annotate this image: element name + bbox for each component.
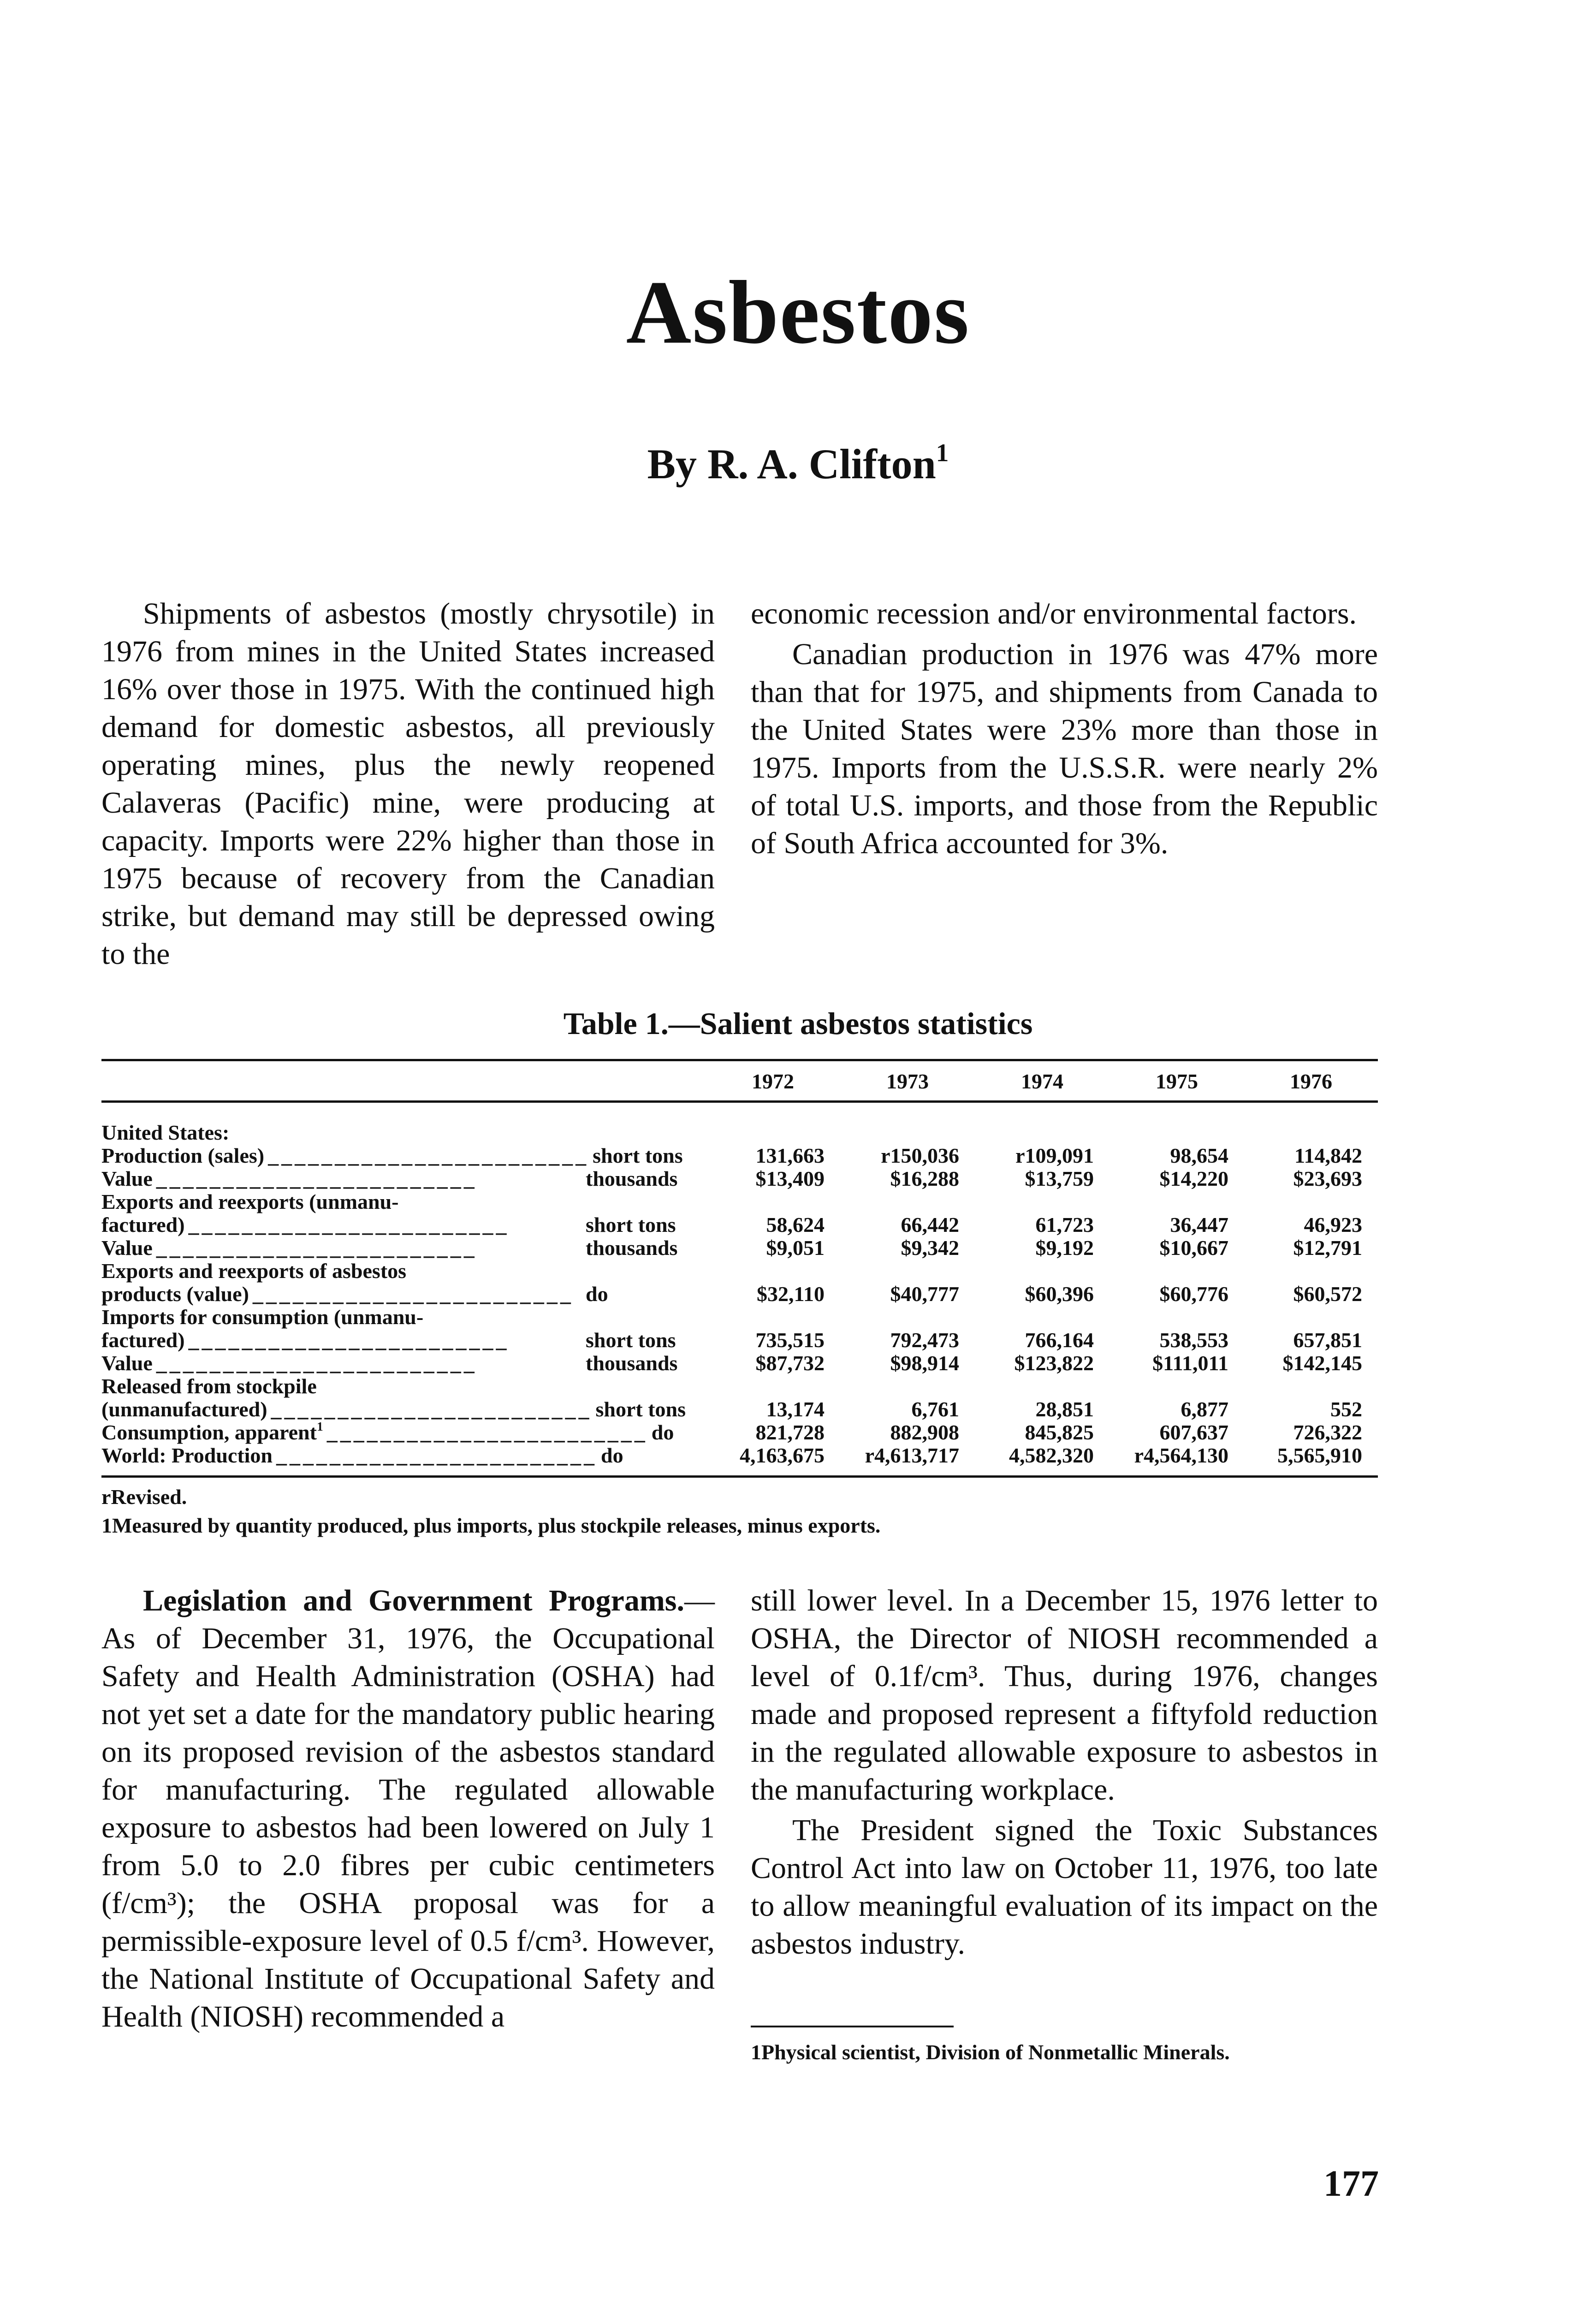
table-row: products (value) ________________________ do $32,110 $40,777 $60,396 $60,776 $60,572 <box>101 1283 1378 1306</box>
legislation-paragraph-1 <box>101 1582 715 2036</box>
row-label-line: Exports and reexports (unmanu- <box>101 1190 399 1213</box>
table-cell: $13,759 <box>1025 1167 1094 1190</box>
table-cell: $16,288 <box>890 1167 959 1190</box>
table-header-row <box>101 1065 1378 1102</box>
table-cell: $111,011 <box>1152 1351 1228 1375</box>
table-cell: 821,728 <box>755 1420 825 1444</box>
table-cell: 6,761 <box>911 1397 959 1421</box>
table-cell: $98,914 <box>890 1351 959 1375</box>
note-consumption: 1Measured by quantity produced, plus imports, plus stockpile releases, minus exports. <box>101 1514 881 1537</box>
table-cell: $32,110 <box>757 1282 825 1306</box>
row-label: factured) <box>101 1328 185 1352</box>
table-cell: $14,220 <box>1159 1167 1228 1190</box>
table-row-label-line <box>101 1260 1378 1283</box>
table-cell: 735,515 <box>755 1328 825 1352</box>
table-cell: r150,036 <box>881 1144 959 1167</box>
table-cell: $60,572 <box>1293 1282 1362 1306</box>
table-cell: 766,164 <box>1025 1328 1094 1352</box>
legislation-paragraph-2: The President signed the Toxic Substances Control Act into law on October 11, 1976, too late to allow meaningful evaluation of its impact on the asbestos industry. <box>751 1813 1378 1961</box>
row-unit: do <box>651 1420 674 1444</box>
intro-right-column <box>751 595 1378 862</box>
column-header-year: 1972 <box>752 1070 794 1093</box>
table-row: (unmanufactured) ________________________ short tons 13,174 6,761 28,851 6,877 552 <box>101 1398 1378 1421</box>
intro-left-column <box>101 595 715 973</box>
table-cell: 726,322 <box>1293 1420 1362 1444</box>
row-label-line: Released from stockpile <box>101 1374 317 1398</box>
table-row: factured) ________________________ short tons 735,515 792,473 766,164 538,553 657,851 <box>101 1329 1378 1352</box>
table-cell: $60,396 <box>1025 1282 1094 1306</box>
table-cell: $87,732 <box>755 1351 825 1375</box>
row-label-line: Imports for consumption (unmanu- <box>101 1305 424 1329</box>
byline-footnote-ref: 1 <box>936 438 949 467</box>
table-cell: r4,613,717 <box>865 1444 959 1467</box>
table-cell: 845,825 <box>1025 1420 1094 1444</box>
table-notes <box>101 1483 1378 1540</box>
row-label: Value <box>101 1351 153 1375</box>
row-footnote-ref: 1 <box>316 1419 323 1433</box>
legislation-left-column <box>101 1582 715 2036</box>
row-label: products (value) <box>101 1282 249 1306</box>
column-header-year: 1974 <box>1021 1070 1063 1093</box>
row-unit: short tons <box>593 1144 683 1167</box>
table-cell: 58,624 <box>766 1213 825 1236</box>
table-cell: $23,693 <box>1293 1167 1362 1190</box>
table-cell: $142,145 <box>1282 1351 1362 1375</box>
legislation-right-column <box>751 1582 1378 1963</box>
table-cell: 4,163,675 <box>740 1444 825 1467</box>
table-cell: 36,447 <box>1170 1213 1228 1236</box>
table-row-label-line <box>101 1375 1378 1398</box>
table-cell: 6,877 <box>1181 1397 1228 1421</box>
byline <box>0 438 1596 487</box>
row-label: Production (sales) <box>101 1144 265 1167</box>
table-cell: 792,473 <box>890 1328 959 1352</box>
table-cell: $13,409 <box>755 1167 825 1190</box>
page-number: 177 <box>1323 2163 1379 2204</box>
row-label: (unmanufactured) <box>101 1397 267 1421</box>
row-label: World: Production <box>101 1444 273 1467</box>
table-cell: 114,842 <box>1294 1144 1362 1167</box>
column-header-year: 1976 <box>1290 1070 1332 1093</box>
table-row: Value ________________________ thousands $87,732 $98,914 $123,822 $111,011 $142,145 <box>101 1352 1378 1375</box>
salient-statistics-table <box>101 1065 1378 1478</box>
row-unit: thousands <box>586 1167 678 1190</box>
section-heading-legislation: Legislation and Government Programs. <box>143 1584 684 1617</box>
table-cell: $12,791 <box>1293 1236 1362 1260</box>
column-header-year: 1975 <box>1156 1070 1198 1093</box>
table-header-label <box>101 1065 706 1102</box>
table-cell: 98,654 <box>1170 1144 1228 1167</box>
table-cell: $9,342 <box>901 1236 959 1260</box>
table-cell: 46,923 <box>1304 1213 1362 1236</box>
row-label: Value <box>101 1167 153 1190</box>
table-cell: 131,663 <box>755 1144 825 1167</box>
table-cell: 28,851 <box>1035 1397 1094 1421</box>
table-cell: 538,553 <box>1159 1328 1228 1352</box>
intro-paragraph-1-continued: economic recession and/or environmental factors. <box>751 597 1357 630</box>
footnote-rule <box>751 2026 954 2027</box>
table-section-row <box>101 1121 1378 1144</box>
table-row: Consumption, apparent$^1$ ________________________ do 821,728 882,908 845,825 607,637 726,322 <box>101 1421 1378 1444</box>
intro-paragraph-2: Canadian production in 1976 was 47% more than that for 1975, and shipments from Canada to the United States were 23% more than those in 1975. Imports from the U.S.S.R. were nearly 2% of total U.S. imports, and those from the Republic of South Africa accounted for 3%. <box>751 637 1378 860</box>
row-unit: thousands <box>586 1236 678 1260</box>
table-cell: $60,776 <box>1159 1282 1228 1306</box>
legislation-paragraph-1-continued: still lower level. In a December 15, 1976 letter to OSHA, the Director of NIOSH recommended a level of 0.1f/cm³. Thus, during 1976, changes made and proposed represent a fiftyfold reduction in the regulated allowable exposure to asbestos in the manufacturing workplace. <box>751 1584 1378 1807</box>
table-row: factured) ________________________ short tons 58,624 66,442 61,723 36,447 46,923 <box>101 1213 1378 1236</box>
table-cell: $40,777 <box>890 1282 959 1306</box>
table-cell: $9,051 <box>766 1236 825 1260</box>
row-label-line: Exports and reexports of asbestos <box>101 1259 407 1283</box>
row-unit: short tons <box>586 1328 676 1352</box>
row-unit: do <box>601 1444 623 1467</box>
author-footnote: 1Physical scientist, Division of Nonmetallic Minerals. <box>751 2040 1230 2064</box>
table-row: Value ________________________ thousands $13,409 $16,288 $13,759 $14,220 $23,693 <box>101 1167 1378 1190</box>
row-unit: do <box>586 1282 608 1306</box>
table-cell: $9,192 <box>1035 1236 1094 1260</box>
legislation-body: —As of December 31, 1976, the Occupational Safety and Health Administration (OSHA) had not yet set a date for the mandatory public hearing on its proposed revision of the asbestos standard for manufacturing. The regulated allowable exposure to asbestos had been lowered on July 1 from 5.0 to 2.0 fibres per cubic centimeters (f/cm³); the OSHA proposal was for a permissible-exposure level of 0.5 f/cm³. However, the National Institute of Occupational Safety and Health (NIOSH) recommended a <box>101 1584 715 2033</box>
table-cell: $10,667 <box>1159 1236 1228 1260</box>
table-row-label-line <box>101 1190 1378 1213</box>
row-label: Consumption, apparent <box>101 1420 317 1444</box>
table-caption: Table 1.—Salient asbestos statistics <box>563 1006 1033 1041</box>
column-header-year: 1973 <box>886 1070 929 1093</box>
table-cell: 607,637 <box>1159 1420 1228 1444</box>
section-label-united-states: United States: <box>101 1121 230 1144</box>
table-cell: 66,442 <box>901 1213 959 1236</box>
row-unit: short tons <box>586 1213 676 1236</box>
table-row: World: Production ________________________ do 4,163,675 r4,613,717 4,582,320 r4,564,130 5,565,910 <box>101 1444 1378 1467</box>
table-cell: 882,908 <box>890 1420 959 1444</box>
row-label: Value <box>101 1236 153 1260</box>
table-row: Production (sales) ________________________ short tons 131,663 r150,036 r109,091 98,654 114,842 <box>101 1144 1378 1167</box>
row-unit: short tons <box>595 1397 686 1421</box>
intro-paragraph-1: Shipments of asbestos (mostly chrysotile) in 1976 from mines in the United States increased 16% over those in 1975. With the continued high demand for domestic asbestos, all previously operating mines, plus the newly reopened Calaveras (Pacific) mine, were producing at capacity. Imports were 22% higher than those in 1975 because of recovery from the Canadian strike, but demand may still be depressed owing to the <box>101 597 715 971</box>
note-revised: rRevised. <box>101 1485 187 1509</box>
table-row-label-line <box>101 1306 1378 1329</box>
table-cell: 4,582,320 <box>1009 1444 1094 1467</box>
row-unit: thousands <box>586 1351 678 1375</box>
table-cell: 552 <box>1330 1397 1362 1421</box>
table-top-rule <box>101 1059 1378 1061</box>
table-cell: 657,851 <box>1293 1328 1362 1352</box>
table-cell: r109,091 <box>1015 1144 1094 1167</box>
row-label: factured) <box>101 1213 185 1236</box>
table-cell: $123,822 <box>1014 1351 1094 1375</box>
table-cell: r4,564,130 <box>1134 1444 1228 1467</box>
table-cell: 13,174 <box>766 1397 825 1421</box>
table-cell: 61,723 <box>1035 1213 1094 1236</box>
page-title: Asbestos <box>626 262 970 363</box>
byline-author: By R. A. Clifton <box>647 440 936 487</box>
table-cell: 5,565,910 <box>1277 1444 1362 1467</box>
table-row: Value ________________________ thousands $9,051 $9,342 $9,192 $10,667 $12,791 <box>101 1236 1378 1260</box>
